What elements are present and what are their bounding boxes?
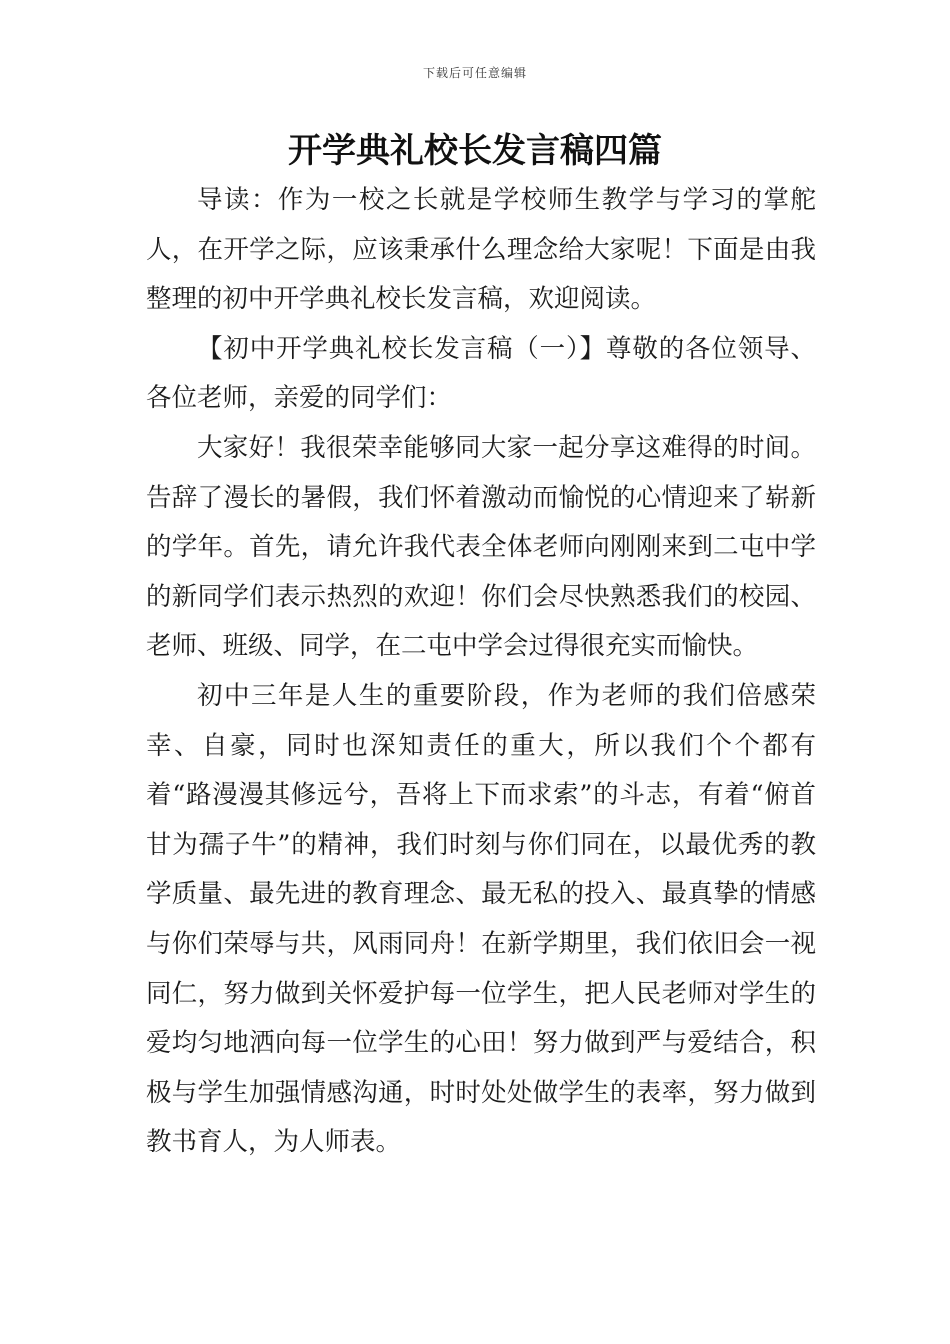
paragraph-main: 初中三年是人生的重要阶段，作为老师的我们倍感荣幸、自豪，同时也深知责任的重大，所以我们个个都有着“路漫漫其修远兮，吾将上下而求索”的斗志，有着“俯首甘为孺子牛”的精神，我们时刻与你们同在，以最优秀的教学质量、最先进的教育理念、最无私的投入、最真挚的情感与你们荣辱与共，风雨同舟！在新学期里，我们依旧会一视同仁，努力做到关怀爱护每一位学生，把人民老师对学生的爱均匀地洒向每一位学生的心田！努力做到严与爱结合，积极与学生加强情感沟通，时时处处做学生的表率，努力做到教书育人，为人师表。 bbox=[146, 680, 816, 1158]
paragraph-section-heading: 【初中开学典礼校长发言稿（一）】尊敬的各位领导、各位老师，亲爱的同学们： bbox=[146, 333, 816, 414]
header-note: 下载后可任意编辑 bbox=[422, 66, 527, 80]
document-title: 开学典礼校长发言稿四篇 bbox=[288, 131, 662, 171]
paragraph-greeting: 大家好！我很荣幸能够同大家一起分享这难得的时间。告辞了漫长的暑假，我们怀着激动而愉悦的心情迎来了崭新的学年。首先，请允许我代表全体老师向刚刚来到二屯中学的新同学们表示热烈的欢迎！你们会尽快熟悉我们的校园、老师、班级、同学，在二屯中学会过得很充实而愉快。 bbox=[146, 432, 816, 662]
document-body bbox=[146, 176, 816, 1168]
paragraph-intro: 导读：作为一校之长就是学校师生教学与学习的掌舵人，在开学之际，应该秉承什么理念给大家呢！下面是由我整理的初中开学典礼校长发言稿，欢迎阅读。 bbox=[146, 185, 816, 315]
